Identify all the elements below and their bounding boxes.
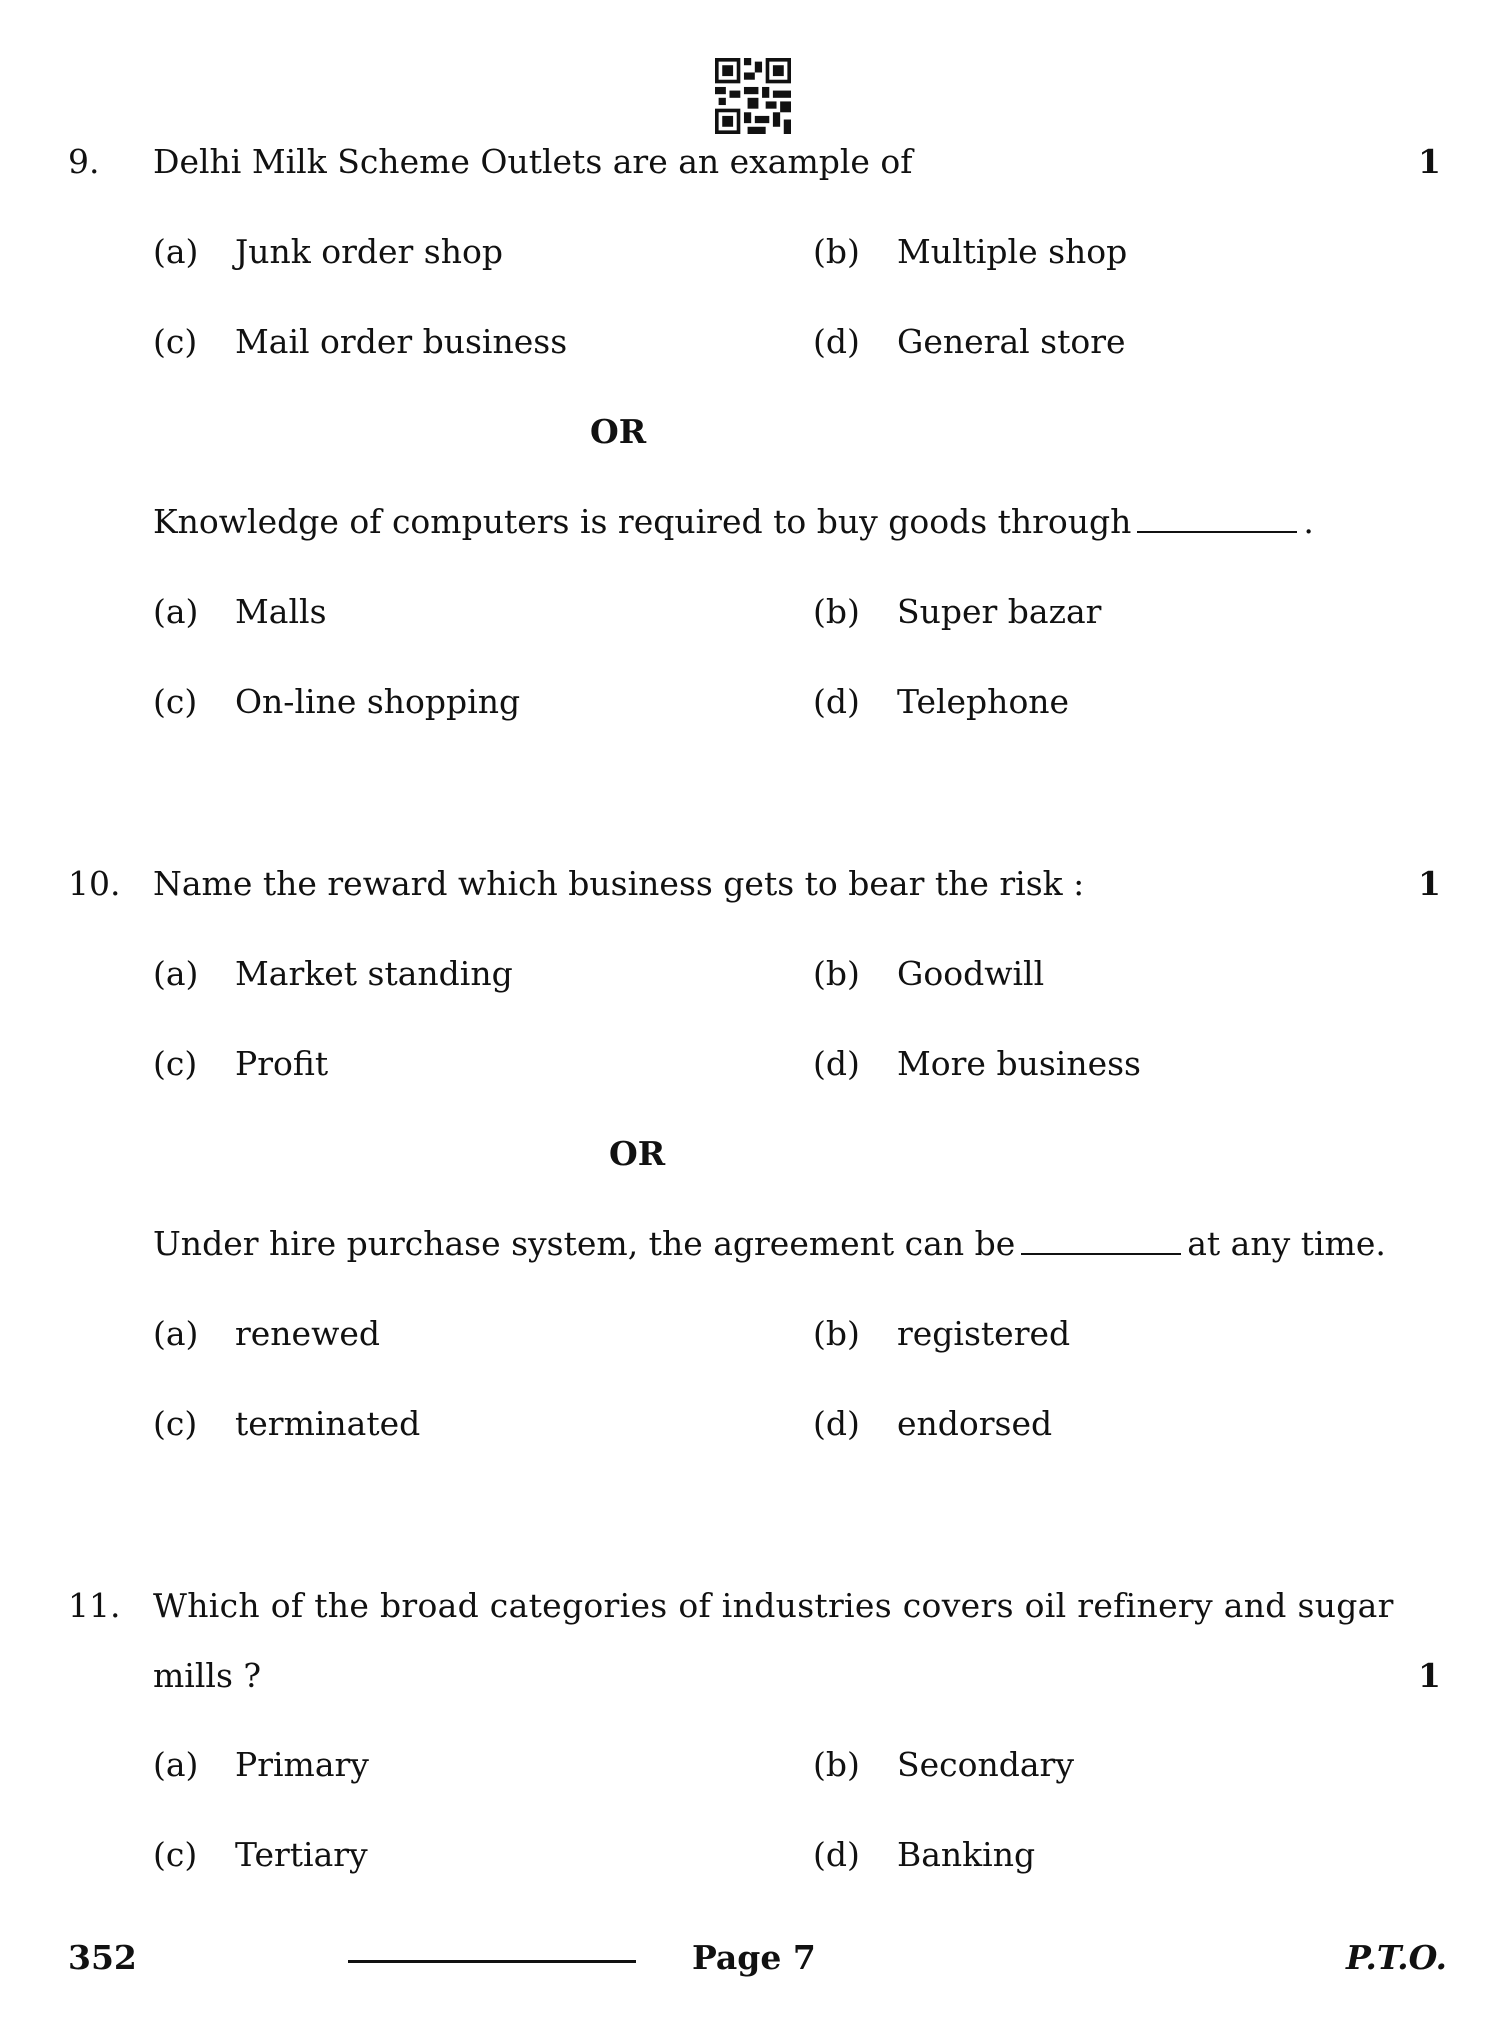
option-letter: (a) xyxy=(153,592,199,631)
option-letter: (d) xyxy=(813,322,860,361)
option-text: Super bazar xyxy=(897,592,1102,631)
or-label: OR xyxy=(609,1134,666,1173)
question-text: Delhi Milk Scheme Outlets are an example of xyxy=(153,142,913,181)
option-text: Telephone xyxy=(897,682,1070,721)
alt-text-after: at any time. xyxy=(1187,1224,1386,1263)
footer-divider xyxy=(348,1960,636,1963)
option-text: Mail order business xyxy=(235,322,568,361)
question-text: Name the reward which business gets to bear the risk : xyxy=(153,864,1085,903)
option-text: Goodwill xyxy=(897,954,1045,993)
option-text: Multiple shop xyxy=(897,232,1128,271)
question-number: 11. xyxy=(68,1586,121,1625)
option-letter: (a) xyxy=(153,1745,199,1784)
alternative-question-text xyxy=(153,1224,1403,1263)
option-letter: (c) xyxy=(153,322,198,361)
option-text: More business xyxy=(897,1044,1141,1083)
option-letter: (c) xyxy=(153,1044,198,1083)
option-text: Market standing xyxy=(235,954,513,993)
option-text: Banking xyxy=(897,1835,1036,1874)
option-letter: (b) xyxy=(813,1314,860,1353)
qr-code-icon xyxy=(715,58,791,134)
option-text: General store xyxy=(897,322,1126,361)
option-letter: (c) xyxy=(153,1835,198,1874)
alternative-question-text xyxy=(153,502,1403,541)
paper-code: 352 xyxy=(68,1938,137,1977)
option-text: renewed xyxy=(235,1314,380,1353)
option-letter: (a) xyxy=(153,1314,199,1353)
alt-text-before: Under hire purchase system, the agreement can be xyxy=(153,1224,1016,1263)
option-letter: (d) xyxy=(813,1835,860,1874)
option-text: endorsed xyxy=(897,1404,1053,1443)
option-text: Secondary xyxy=(897,1745,1074,1784)
or-label: OR xyxy=(590,412,647,451)
option-letter: (c) xyxy=(153,682,198,721)
option-text: Primary xyxy=(235,1745,369,1784)
option-letter: (c) xyxy=(153,1404,198,1443)
option-letter: (a) xyxy=(153,954,199,993)
option-letter: (b) xyxy=(813,232,860,271)
option-letter: (b) xyxy=(813,1745,860,1784)
option-letter: (b) xyxy=(813,592,860,631)
fill-blank xyxy=(1021,1252,1181,1255)
option-letter: (d) xyxy=(813,1044,860,1083)
option-text: Profit xyxy=(235,1044,329,1083)
option-text: Malls xyxy=(235,592,327,631)
question-number: 9. xyxy=(68,142,100,181)
question-marks: 1 xyxy=(1418,864,1441,903)
please-turn-over: P.T.O. xyxy=(1346,1938,1447,1977)
question-marks: 1 xyxy=(1418,1656,1441,1695)
option-letter: (d) xyxy=(813,1404,860,1443)
question-marks: 1 xyxy=(1418,142,1441,181)
option-letter: (d) xyxy=(813,682,860,721)
question-text-line-2: mills ? xyxy=(153,1656,262,1695)
option-text: terminated xyxy=(235,1404,421,1443)
option-text: Tertiary xyxy=(235,1835,368,1874)
option-text: registered xyxy=(897,1314,1071,1353)
page-number: Page 7 xyxy=(692,1938,816,1977)
question-text-line-1: Which of the broad categories of industries covers oil refinery and sugar xyxy=(153,1586,1394,1625)
option-text: On-line shopping xyxy=(235,682,521,721)
option-letter: (a) xyxy=(153,232,199,271)
alt-text-before: Knowledge of computers is required to buy goods through xyxy=(153,502,1132,541)
fill-blank xyxy=(1137,530,1297,533)
option-letter: (b) xyxy=(813,954,860,993)
alt-text-after: . xyxy=(1303,502,1314,541)
question-number: 10. xyxy=(68,864,121,903)
option-text: Junk order shop xyxy=(235,232,503,271)
